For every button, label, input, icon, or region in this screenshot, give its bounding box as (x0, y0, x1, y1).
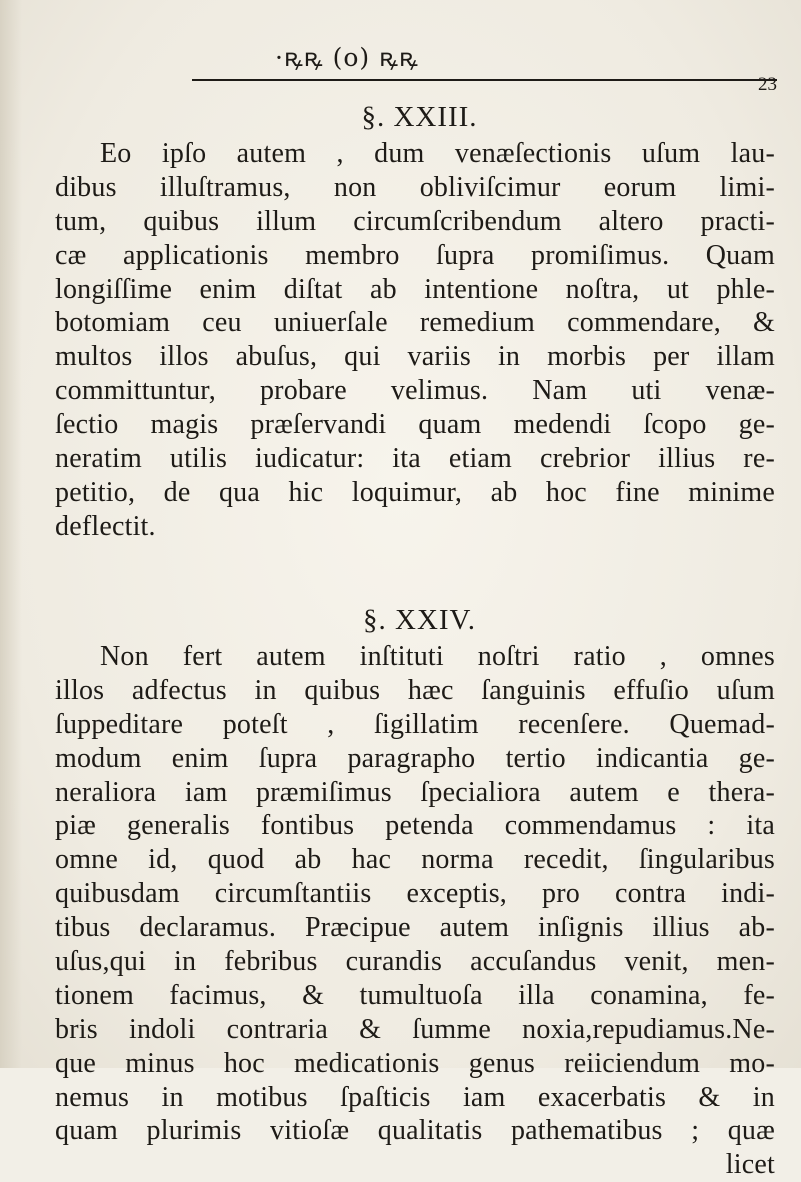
text-line: Non fert autem inſtituti noſtri ratio , omnes (100, 641, 775, 672)
text-line: deflectit. (55, 510, 156, 542)
text-line: uſus,qui in febribus curandis accuſandus venit, men- (55, 946, 775, 978)
text-line: botomiam ceu uniuerſale remedium commendare, & (55, 307, 775, 339)
text-line: cæ applicationis membro ſupra promiſimus. Quam (55, 239, 775, 271)
section-body-xxiv (55, 640, 775, 1182)
text-line: ſuppeditare poteſt , ſigillatim recenſere. Quemad- (55, 708, 775, 740)
text-line: ſectio magis præſervandi quam medendi ſcopo ge- (55, 409, 775, 441)
page-edge-shadow (0, 0, 22, 1068)
text-line: petitio, de qua hic loquimur, ab hoc fine minime (55, 476, 775, 508)
text-line: tibus declaramus. Præcipue autem inſignis illius ab- (55, 912, 775, 944)
page-number: 23 (758, 74, 777, 95)
text-line: illos adfectus in quibus hæc ſanguinis effuſio uſum (55, 674, 775, 706)
text-line: dibus illuſtramus, non obliviſcimur eorum limi- (55, 171, 775, 203)
text-line: neratim utilis iudicatur: ita etiam crebrior illius re- (55, 443, 775, 475)
catchword: licet (725, 1149, 775, 1181)
text-line: quibusdam circumſtantiis exceptis, pro contra indi- (55, 878, 775, 910)
header-rule (192, 79, 777, 81)
text-line: nemus in motibus ſpaſticis iam exacerbatis & in (55, 1081, 775, 1113)
text-line: quam plurimis vitioſæ qualitatis pathematibus ; quæ (55, 1115, 775, 1147)
running-head: ·ꝶꝶ (o) ꝶꝶ (275, 43, 419, 72)
text-line: longiſſime enim diſtat ab intentione noſtra, ut phle- (55, 273, 775, 305)
section-title-xxiii: §. XXIII. (361, 101, 478, 133)
text-line: multos illos abuſus, qui variis in morbis per illam (55, 341, 775, 373)
section-title-xxiv: §. XXIV. (363, 604, 476, 636)
text-line: committuntur, probare velimus. Nam uti venæ- (55, 375, 775, 407)
text-line: neraliora iam præmiſimus ſpecialiora autem e thera- (55, 776, 775, 808)
text-line: tum, quibus illum circumſcribendum altero practi- (55, 205, 775, 237)
text-line: que minus hoc medicationis genus reiiciendum mo- (55, 1047, 775, 1079)
section-body-xxiii (55, 137, 775, 544)
text-line: bris indoli contraria & ſumme noxia,repudiamus.Ne- (55, 1013, 775, 1045)
text-line: modum enim ſupra paragrapho tertio indicantia ge- (55, 742, 775, 774)
text-line: tionem facimus, & tumultuoſa illa conamina, fe- (55, 979, 775, 1011)
text-line: omne id, quod ab hac norma recedit, ſingularibus (55, 844, 775, 876)
page-header (160, 8, 785, 100)
text-line: Eo ipſo autem , dum venæſectionis uſum lau- (100, 138, 775, 169)
text-line: piæ generalis fontibus petenda commendamus : ita (55, 810, 775, 842)
